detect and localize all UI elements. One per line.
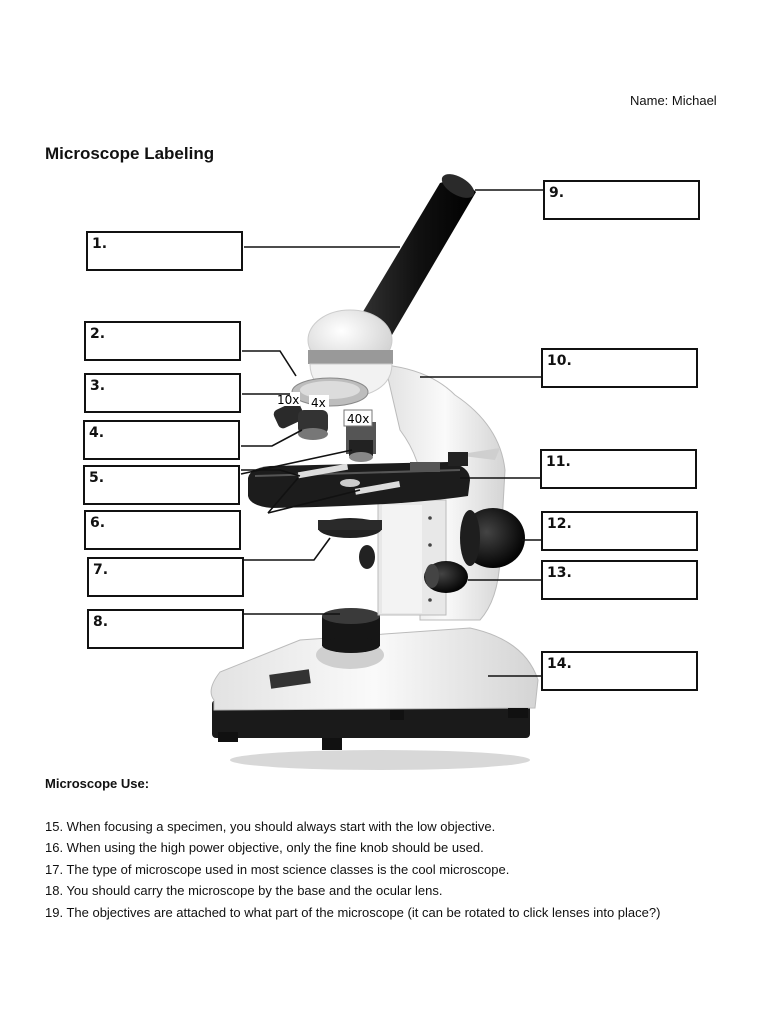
diaphragm bbox=[318, 518, 382, 538]
label-box-7[interactable] bbox=[87, 557, 244, 597]
label-number: 1. bbox=[92, 236, 108, 252]
question-list bbox=[45, 816, 660, 923]
label-box-11[interactable] bbox=[540, 449, 697, 489]
label-box-13[interactable] bbox=[541, 560, 698, 600]
question-15: 15. When focusing a specimen, you should always start with the low objective. bbox=[45, 819, 496, 834]
label-number: 5. bbox=[89, 470, 105, 486]
eyepiece-tube bbox=[358, 169, 478, 335]
microscope-use-heading: Microscope Use: bbox=[45, 776, 150, 791]
label-box-5[interactable] bbox=[83, 465, 240, 505]
label-number: 7. bbox=[93, 562, 109, 578]
label-box-4[interactable] bbox=[83, 420, 240, 460]
question-16: 16. When using the high power objective, only the fine knob should be used. bbox=[45, 840, 484, 856]
question-19: 19. The objectives are attached to what part of the microscope (it can be rotated to click lenses into place?) bbox=[45, 904, 661, 920]
label-number: 13. bbox=[547, 565, 572, 581]
label-number: 8. bbox=[93, 614, 109, 630]
label-number: 3. bbox=[90, 378, 106, 394]
label-number: 4. bbox=[89, 425, 105, 441]
label-box-8[interactable] bbox=[87, 609, 244, 649]
label-number: 14. bbox=[547, 656, 572, 672]
question-17: 17. The type of microscope used in most science classes is the cool microscope. bbox=[45, 861, 510, 877]
label-number: 6. bbox=[90, 515, 106, 531]
objective-10x-label: 10x bbox=[277, 393, 300, 407]
page-title: Microscope Labeling bbox=[45, 144, 215, 163]
label-box-3[interactable] bbox=[84, 373, 241, 413]
label-number: 10. bbox=[547, 353, 572, 369]
label-number: 11. bbox=[546, 454, 571, 470]
label-number: 2. bbox=[90, 326, 106, 342]
label-number: 9. bbox=[549, 185, 565, 201]
label-box-9[interactable] bbox=[543, 180, 700, 220]
label-box-6[interactable] bbox=[84, 510, 241, 550]
label-box-10[interactable] bbox=[541, 348, 698, 388]
label-box-1[interactable] bbox=[86, 231, 243, 271]
objective-4x-label: 4x bbox=[311, 396, 326, 410]
label-box-14[interactable] bbox=[541, 651, 698, 691]
label-number: 12. bbox=[547, 516, 572, 532]
question-18: 18. You should carry the microscope by the base and the ocular lens. bbox=[45, 883, 443, 899]
student-name: Name: Michael bbox=[630, 93, 717, 108]
light-source bbox=[316, 608, 384, 669]
objective-40x-label: 40x bbox=[347, 412, 370, 426]
label-box-2[interactable] bbox=[84, 321, 241, 361]
label-box-12[interactable] bbox=[541, 511, 698, 551]
